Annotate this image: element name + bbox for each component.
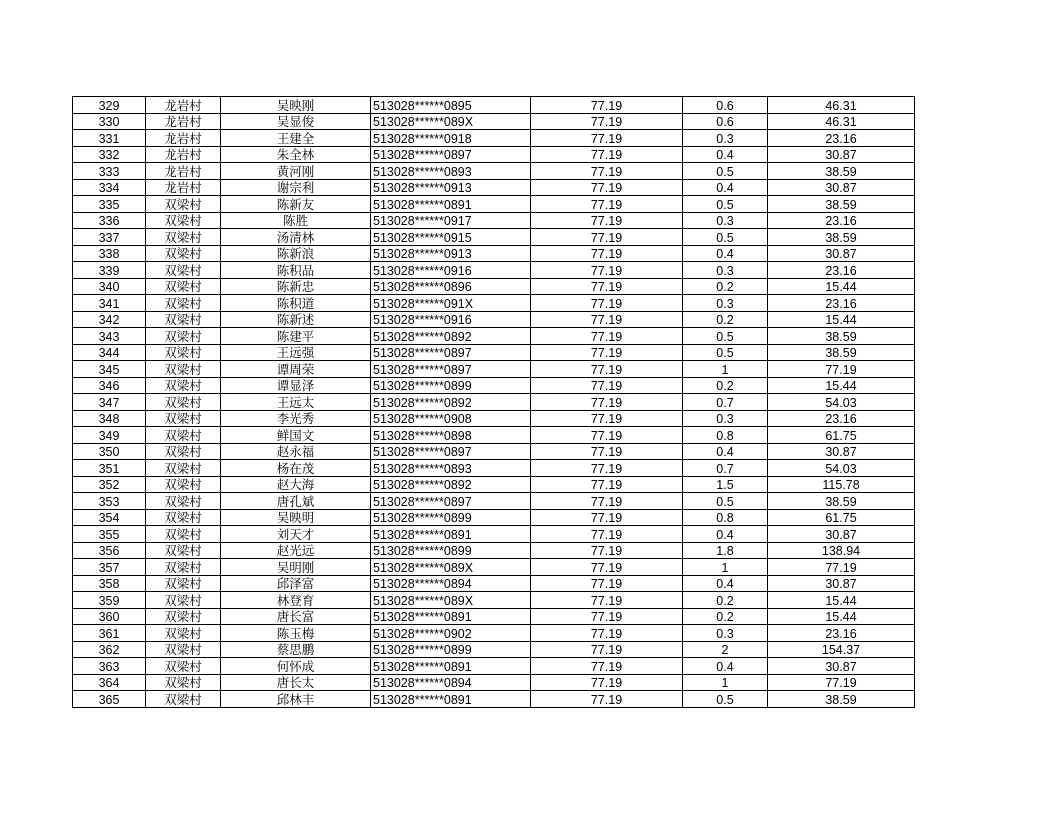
amount-cell: 30.87 [768,526,915,543]
village-cell: 双梁村 [146,410,221,427]
row-number-cell: 345 [73,361,146,378]
unit-price-cell: 77.19 [531,476,683,493]
name-cell: 蔡思鹏 [221,641,371,658]
village-cell: 双梁村 [146,641,221,658]
village-cell: 龙岩村 [146,163,221,180]
unit-price-cell: 77.19 [531,460,683,477]
unit-price-cell: 77.19 [531,97,683,114]
id-number-cell: 513028******0899 [371,509,531,526]
name-cell: 吴明刚 [221,559,371,576]
village-cell: 双梁村 [146,658,221,675]
village-cell: 双梁村 [146,229,221,246]
row-number-cell: 361 [73,625,146,642]
data-table [72,96,915,708]
row-number-cell: 351 [73,460,146,477]
name-cell: 林登育 [221,592,371,609]
quantity-cell: 0.4 [683,658,768,675]
name-cell: 赵永福 [221,443,371,460]
village-cell: 双梁村 [146,608,221,625]
name-cell: 何怀成 [221,658,371,675]
quantity-cell: 0.6 [683,97,768,114]
quantity-cell: 0.4 [683,526,768,543]
village-cell: 双梁村 [146,196,221,213]
amount-cell: 30.87 [768,179,915,196]
unit-price-cell: 77.19 [531,163,683,180]
name-cell: 吴显俊 [221,113,371,130]
village-cell: 龙岩村 [146,130,221,147]
unit-price-cell: 77.19 [531,691,683,708]
table-row [73,146,915,163]
id-number-cell: 513028******0917 [371,212,531,229]
unit-price-cell: 77.19 [531,130,683,147]
quantity-cell: 0.4 [683,575,768,592]
village-cell: 双梁村 [146,592,221,609]
row-number-cell: 365 [73,691,146,708]
table-row [73,229,915,246]
amount-cell: 15.44 [768,592,915,609]
village-cell: 双梁村 [146,460,221,477]
quantity-cell: 0.4 [683,146,768,163]
row-number-cell: 357 [73,559,146,576]
id-number-cell: 513028******0897 [371,493,531,510]
quantity-cell: 0.2 [683,377,768,394]
name-cell: 谭显泽 [221,377,371,394]
village-cell: 双梁村 [146,295,221,312]
amount-cell: 77.19 [768,559,915,576]
name-cell: 黄河刚 [221,163,371,180]
name-cell: 陈新述 [221,311,371,328]
id-number-cell: 513028******0891 [371,526,531,543]
village-cell: 双梁村 [146,361,221,378]
id-number-cell: 513028******0891 [371,658,531,675]
id-number-cell: 513028******0892 [371,328,531,345]
name-cell: 王远强 [221,344,371,361]
id-number-cell: 513028******0915 [371,229,531,246]
amount-cell: 15.44 [768,608,915,625]
table-row [73,394,915,411]
table-row [73,179,915,196]
quantity-cell: 0.5 [683,163,768,180]
name-cell: 陈新忠 [221,278,371,295]
village-cell: 双梁村 [146,493,221,510]
quantity-cell: 0.2 [683,608,768,625]
village-cell: 龙岩村 [146,146,221,163]
village-cell: 双梁村 [146,377,221,394]
quantity-cell: 0.4 [683,179,768,196]
row-number-cell: 336 [73,212,146,229]
village-cell: 双梁村 [146,262,221,279]
village-cell: 双梁村 [146,245,221,262]
amount-cell: 23.16 [768,130,915,147]
name-cell: 李光秀 [221,410,371,427]
table-row [73,559,915,576]
quantity-cell: 0.3 [683,295,768,312]
name-cell: 刘天才 [221,526,371,543]
name-cell: 赵光远 [221,542,371,559]
village-cell: 双梁村 [146,542,221,559]
unit-price-cell: 77.19 [531,641,683,658]
table-row [73,608,915,625]
quantity-cell: 0.7 [683,394,768,411]
amount-cell: 38.59 [768,328,915,345]
amount-cell: 30.87 [768,245,915,262]
table-row [73,196,915,213]
table-row [73,113,915,130]
village-cell: 双梁村 [146,212,221,229]
amount-cell: 23.16 [768,625,915,642]
row-number-cell: 341 [73,295,146,312]
row-number-cell: 342 [73,311,146,328]
id-number-cell: 513028******0894 [371,674,531,691]
quantity-cell: 0.3 [683,130,768,147]
amount-cell: 54.03 [768,394,915,411]
row-number-cell: 334 [73,179,146,196]
unit-price-cell: 77.19 [531,592,683,609]
amount-cell: 61.75 [768,427,915,444]
id-number-cell: 513028******0908 [371,410,531,427]
name-cell: 唐长富 [221,608,371,625]
village-cell: 双梁村 [146,443,221,460]
quantity-cell: 0.4 [683,443,768,460]
name-cell: 汤清林 [221,229,371,246]
id-number-cell: 513028******0899 [371,542,531,559]
amount-cell: 38.59 [768,691,915,708]
id-number-cell: 513028******091X [371,295,531,312]
amount-cell: 38.59 [768,196,915,213]
table-row [73,245,915,262]
id-number-cell: 513028******0892 [371,476,531,493]
id-number-cell: 513028******089X [371,113,531,130]
unit-price-cell: 77.19 [531,361,683,378]
id-number-cell: 513028******0913 [371,245,531,262]
amount-cell: 115.78 [768,476,915,493]
unit-price-cell: 77.19 [531,229,683,246]
village-cell: 双梁村 [146,427,221,444]
id-number-cell: 513028******089X [371,592,531,609]
row-number-cell: 340 [73,278,146,295]
unit-price-cell: 77.19 [531,658,683,675]
table-row [73,691,915,708]
unit-price-cell: 77.19 [531,196,683,213]
table-row [73,592,915,609]
table-row [73,641,915,658]
amount-cell: 38.59 [768,344,915,361]
table-row [73,476,915,493]
quantity-cell: 0.2 [683,278,768,295]
row-number-cell: 356 [73,542,146,559]
row-number-cell: 353 [73,493,146,510]
table-row [73,278,915,295]
row-number-cell: 349 [73,427,146,444]
quantity-cell: 0.4 [683,245,768,262]
table-row [73,658,915,675]
unit-price-cell: 77.19 [531,295,683,312]
table-row [73,377,915,394]
unit-price-cell: 77.19 [531,179,683,196]
unit-price-cell: 77.19 [531,344,683,361]
amount-cell: 77.19 [768,361,915,378]
village-cell: 双梁村 [146,625,221,642]
table-row [73,460,915,477]
row-number-cell: 332 [73,146,146,163]
name-cell: 杨在茂 [221,460,371,477]
id-number-cell: 513028******0899 [371,377,531,394]
unit-price-cell: 77.19 [531,113,683,130]
amount-cell: 61.75 [768,509,915,526]
id-number-cell: 513028******0897 [371,344,531,361]
table-row [73,130,915,147]
row-number-cell: 339 [73,262,146,279]
village-cell: 双梁村 [146,559,221,576]
quantity-cell: 0.7 [683,460,768,477]
name-cell: 唐孔斌 [221,493,371,510]
id-number-cell: 513028******0898 [371,427,531,444]
id-number-cell: 513028******0897 [371,146,531,163]
unit-price-cell: 77.19 [531,278,683,295]
table-row [73,361,915,378]
name-cell: 王建全 [221,130,371,147]
name-cell: 陈玉梅 [221,625,371,642]
table-row [73,493,915,510]
amount-cell: 54.03 [768,460,915,477]
quantity-cell: 1 [683,674,768,691]
table-row [73,328,915,345]
amount-cell: 46.31 [768,97,915,114]
id-number-cell: 513028******0899 [371,641,531,658]
row-number-cell: 355 [73,526,146,543]
quantity-cell: 0.2 [683,592,768,609]
amount-cell: 30.87 [768,443,915,460]
id-number-cell: 513028******0916 [371,262,531,279]
unit-price-cell: 77.19 [531,394,683,411]
id-number-cell: 513028******0892 [371,394,531,411]
unit-price-cell: 77.19 [531,328,683,345]
quantity-cell: 0.3 [683,410,768,427]
unit-price-cell: 77.19 [531,625,683,642]
name-cell: 陈建平 [221,328,371,345]
quantity-cell: 1 [683,559,768,576]
name-cell: 吴映明 [221,509,371,526]
id-number-cell: 513028******0896 [371,278,531,295]
row-number-cell: 330 [73,113,146,130]
name-cell: 王远太 [221,394,371,411]
table-row [73,509,915,526]
village-cell: 龙岩村 [146,179,221,196]
amount-cell: 23.16 [768,262,915,279]
name-cell: 邱泽富 [221,575,371,592]
quantity-cell: 0.2 [683,311,768,328]
name-cell: 陈胜 [221,212,371,229]
table-row [73,526,915,543]
amount-cell: 30.87 [768,146,915,163]
amount-cell: 23.16 [768,410,915,427]
village-cell: 龙岩村 [146,97,221,114]
id-number-cell: 513028******0891 [371,196,531,213]
unit-price-cell: 77.19 [531,410,683,427]
village-cell: 双梁村 [146,526,221,543]
quantity-cell: 0.5 [683,344,768,361]
row-number-cell: 348 [73,410,146,427]
id-number-cell: 513028******0916 [371,311,531,328]
name-cell: 陈新友 [221,196,371,213]
table-row [73,625,915,642]
village-cell: 龙岩村 [146,113,221,130]
village-cell: 双梁村 [146,328,221,345]
unit-price-cell: 77.19 [531,262,683,279]
row-number-cell: 344 [73,344,146,361]
unit-price-cell: 77.19 [531,559,683,576]
name-cell: 邱林丰 [221,691,371,708]
name-cell: 陈积品 [221,262,371,279]
row-number-cell: 354 [73,509,146,526]
quantity-cell: 1.5 [683,476,768,493]
row-number-cell: 331 [73,130,146,147]
table-row [73,163,915,180]
table-body [73,97,915,708]
quantity-cell: 0.8 [683,427,768,444]
unit-price-cell: 77.19 [531,493,683,510]
quantity-cell: 0.5 [683,196,768,213]
quantity-cell: 0.5 [683,493,768,510]
row-number-cell: 359 [73,592,146,609]
row-number-cell: 362 [73,641,146,658]
table-row [73,443,915,460]
row-number-cell: 364 [73,674,146,691]
id-number-cell: 513028******089X [371,559,531,576]
row-number-cell: 363 [73,658,146,675]
table-row [73,295,915,312]
id-number-cell: 513028******0897 [371,361,531,378]
quantity-cell: 0.3 [683,625,768,642]
unit-price-cell: 77.19 [531,608,683,625]
amount-cell: 15.44 [768,278,915,295]
table-row [73,410,915,427]
row-number-cell: 347 [73,394,146,411]
quantity-cell: 0.3 [683,212,768,229]
id-number-cell: 513028******0902 [371,625,531,642]
row-number-cell: 335 [73,196,146,213]
unit-price-cell: 77.19 [531,427,683,444]
amount-cell: 38.59 [768,163,915,180]
table-row [73,212,915,229]
amount-cell: 138.94 [768,542,915,559]
row-number-cell: 360 [73,608,146,625]
unit-price-cell: 77.19 [531,542,683,559]
table-row [73,344,915,361]
name-cell: 吴映刚 [221,97,371,114]
village-cell: 双梁村 [146,476,221,493]
unit-price-cell: 77.19 [531,674,683,691]
id-number-cell: 513028******0894 [371,575,531,592]
name-cell: 鲜国文 [221,427,371,444]
name-cell: 谭周荣 [221,361,371,378]
amount-cell: 154.37 [768,641,915,658]
amount-cell: 15.44 [768,311,915,328]
amount-cell: 30.87 [768,658,915,675]
quantity-cell: 1.8 [683,542,768,559]
unit-price-cell: 77.19 [531,575,683,592]
row-number-cell: 337 [73,229,146,246]
unit-price-cell: 77.19 [531,245,683,262]
table-row [73,262,915,279]
name-cell: 陈积道 [221,295,371,312]
amount-cell: 30.87 [768,575,915,592]
name-cell: 陈新浪 [221,245,371,262]
amount-cell: 77.19 [768,674,915,691]
row-number-cell: 358 [73,575,146,592]
amount-cell: 23.16 [768,295,915,312]
id-number-cell: 513028******0891 [371,608,531,625]
row-number-cell: 333 [73,163,146,180]
amount-cell: 23.16 [768,212,915,229]
amount-cell: 38.59 [768,493,915,510]
village-cell: 双梁村 [146,344,221,361]
quantity-cell: 0.6 [683,113,768,130]
unit-price-cell: 77.19 [531,212,683,229]
name-cell: 唐长太 [221,674,371,691]
village-cell: 双梁村 [146,691,221,708]
quantity-cell: 0.5 [683,229,768,246]
village-cell: 双梁村 [146,575,221,592]
unit-price-cell: 77.19 [531,526,683,543]
id-number-cell: 513028******0913 [371,179,531,196]
row-number-cell: 352 [73,476,146,493]
row-number-cell: 350 [73,443,146,460]
quantity-cell: 0.3 [683,262,768,279]
row-number-cell: 338 [73,245,146,262]
row-number-cell: 346 [73,377,146,394]
id-number-cell: 513028******0895 [371,97,531,114]
id-number-cell: 513028******0893 [371,460,531,477]
village-cell: 双梁村 [146,509,221,526]
quantity-cell: 0.5 [683,328,768,345]
village-cell: 双梁村 [146,674,221,691]
unit-price-cell: 77.19 [531,443,683,460]
id-number-cell: 513028******0893 [371,163,531,180]
table-row [73,674,915,691]
amount-cell: 38.59 [768,229,915,246]
quantity-cell: 1 [683,361,768,378]
village-cell: 双梁村 [146,278,221,295]
village-cell: 双梁村 [146,394,221,411]
amount-cell: 46.31 [768,113,915,130]
unit-price-cell: 77.19 [531,146,683,163]
village-cell: 双梁村 [146,311,221,328]
unit-price-cell: 77.19 [531,377,683,394]
name-cell: 朱全林 [221,146,371,163]
unit-price-cell: 77.19 [531,311,683,328]
name-cell: 赵大海 [221,476,371,493]
amount-cell: 15.44 [768,377,915,394]
quantity-cell: 0.5 [683,691,768,708]
id-number-cell: 513028******0897 [371,443,531,460]
table-row [73,575,915,592]
row-number-cell: 343 [73,328,146,345]
row-number-cell: 329 [73,97,146,114]
table-row [73,311,915,328]
table-row [73,542,915,559]
table-row [73,427,915,444]
unit-price-cell: 77.19 [531,509,683,526]
name-cell: 谢宗利 [221,179,371,196]
quantity-cell: 2 [683,641,768,658]
id-number-cell: 513028******0891 [371,691,531,708]
table-row [73,97,915,114]
quantity-cell: 0.8 [683,509,768,526]
id-number-cell: 513028******0918 [371,130,531,147]
